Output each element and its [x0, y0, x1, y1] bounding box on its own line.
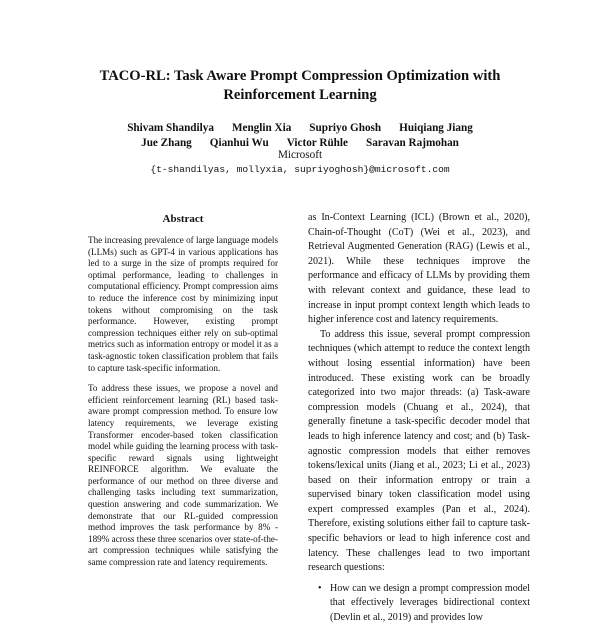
- author-name: Jue Zhang: [141, 137, 192, 149]
- body-paragraph-1: as In-Context Learning (ICL) (Brown et al., 2020), Chain-of-Thought (CoT) (Wei et al., 2023), and Retrieval Augmented Generation (RAG) (Lewis et al., 2021). While these techniques improve the performance and efficacy of LLMs by providing them with relevant context and guidance, these lead to increase in input prompt context length which leads to higher inference cost and latency requirements.: [308, 212, 530, 326]
- introduction-column: [308, 211, 530, 626]
- body-paragraph-2: To address this issue, several prompt compression techniques (which attempt to reduce the context length without losing essential information) have been introduced. These existing work can be broadly categorized into two major threads: (a) Task-aware compression models (Chuang et al., 2024), that generally finetune a task-specific decoder model that leads to high inference latency and cost; and (b) Task-agnostic compression models that either removes tokens/lexical units (Jiang et al., 2023; Li et al., 2023) based on their information entropy or train a supervised binary token classification model using expert compressed examples (Pan et al., 2024). Therefore, existing solutions either fail to capture task-specific behaviors or lead to high inference cost and latency. These challenges lead to two important research questions:: [308, 328, 530, 574]
- author-emails: {t-shandilyas, mollyxia, supriyoghosh}@microsoft.com: [150, 164, 450, 175]
- author-line-1: [60, 121, 540, 136]
- list-item-text: How can we design a prompt compression model that effectively leverages bidirectional context (Devlin et al., 2019) and provides low: [330, 582, 530, 624]
- author-name: Shivam Shandilya: [127, 122, 214, 134]
- abstract-heading: Abstract: [162, 213, 204, 225]
- bullet-marker: •: [318, 582, 322, 594]
- abstract-paragraph-1: The increasing prevalence of large language models (LLMs) such as GPT-4 in various applications has led to a surge in the size of prompts required for optimal performance, leading to challenges in computational efficiency. Prompt compression aims to reduce the inference cost by minimizing input tokens without compromising on the task performance. However, existing prompt compression techniques either rely on sub-optimal metrics such as information entropy or model it as a task-agnostic token classification problem that fails to capture task-specific information.: [88, 235, 278, 373]
- abstract-paragraph-2: To address these issues, we propose a novel and efficient reinforcement learning (RL) based task-aware prompt compression method. To ensure low latency requirements, we leverage existing Transformer encoder-based token classification model while guiding the learning process with task-specific reward signals using lightweight REINFORCE algorithm. We evaluate the performance of our method on three diverse and challenging tasks including text summarization, question answering and code summarization. We demonstrate that our RL-guided compression method improves the task performance by 8% - 189% across these three scenarios over state-of-the-art compression techniques while satisfying the same compression rate and latency requirements.: [88, 383, 278, 568]
- abstract-body: [88, 235, 278, 578]
- author-name: Victor Rühle: [286, 137, 348, 149]
- author-list: [60, 121, 540, 151]
- author-name: Saravan Rajmohan: [365, 137, 459, 149]
- author-name: Menglin Xia: [231, 122, 292, 134]
- paper-title: TACO-RL: Task Aware Prompt Compression Optimization with Reinforcement Learning: [99, 68, 501, 103]
- author-name: Huiqiang Jiang: [399, 122, 473, 134]
- affiliation: Microsoft: [277, 149, 323, 161]
- author-name: Qianhui Wu: [209, 137, 269, 149]
- list-item: [318, 582, 530, 626]
- research-questions-list: [308, 582, 530, 626]
- author-name: Supriyo Ghosh: [309, 122, 382, 134]
